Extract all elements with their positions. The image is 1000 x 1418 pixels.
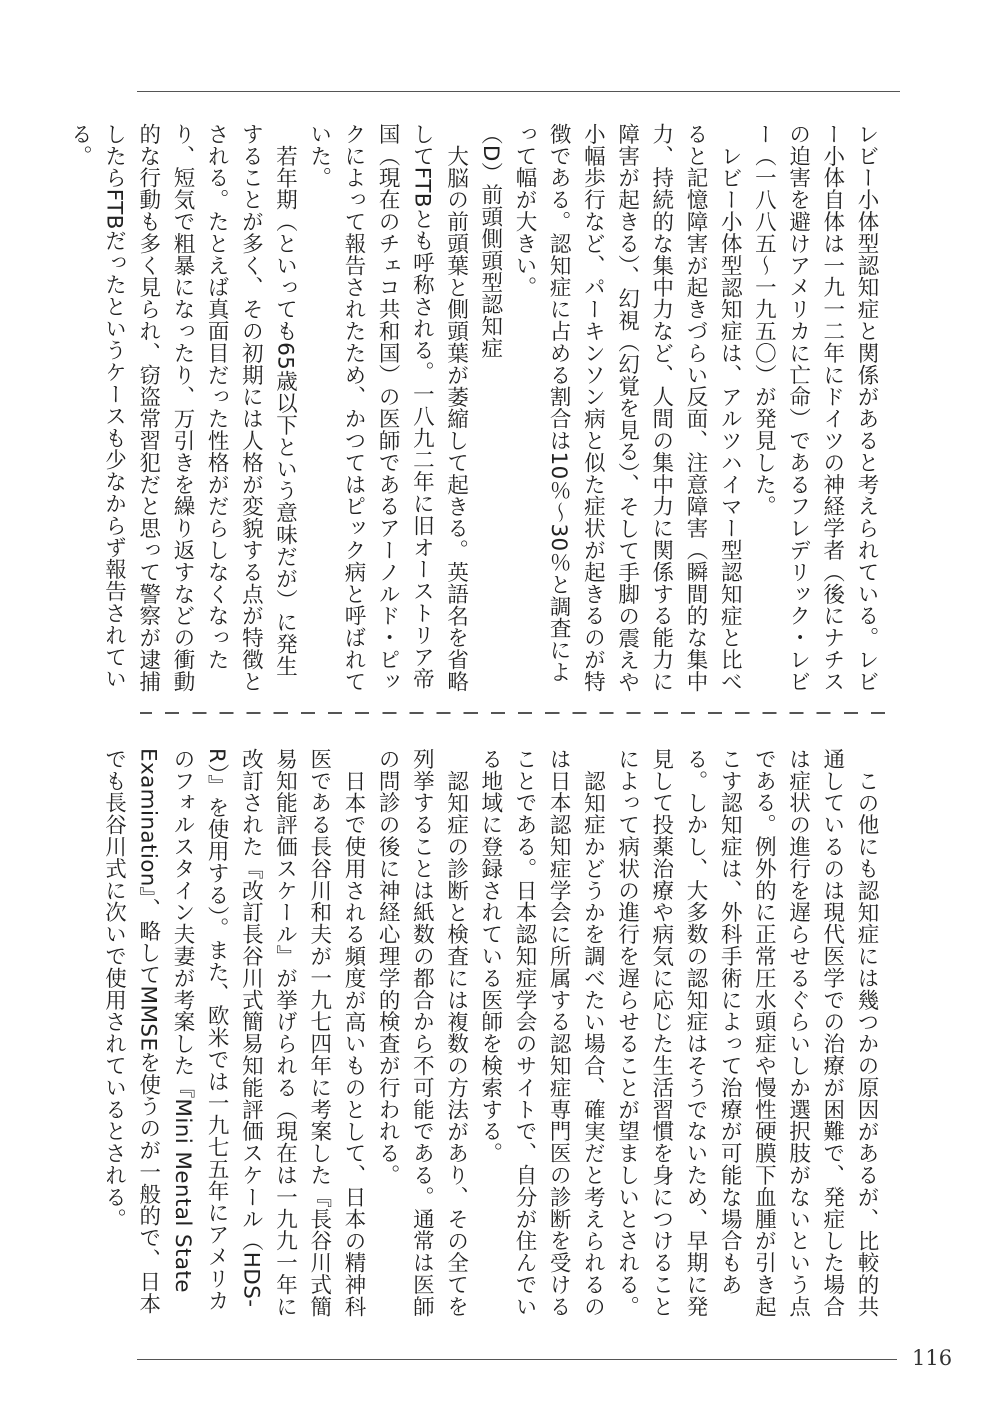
- paragraph: 大脳の前頭葉と側頭葉が萎縮して起きる。英語名を省略してFTBとも呼称される。一八九二年に旧オーストリア帝国（現在のチェコ共和国）の医師であるアーノルド・ピックによって報告されたため、かつてはピック病と呼ばれていた。: [306, 123, 469, 693]
- paragraph: レビー小体型認知症と関係があると考えられている。レビー小体自体は一九一二年にドイツの神経学者（後にナチスの迫害を避けアメリカに亡命）であるフレデリック・レビー（一八八五〜一九五〇）が発見した。: [751, 123, 879, 693]
- paragraph: 日本で使用される頻度が高いものとして、日本の精神科医である長谷川和夫が一九七四年に考案した『長谷川式簡易知能評価スケール』が挙げられる（現在は一九九一年に改訂された『改訂長谷川式簡易知能評価スケール（HDS-R）』を使用する）。また、欧米では一九七五年にアメリカのフォルスタイン夫妻が考案した『Mini Mental State Examination』、略してMMSEを使うのが一般的で、日本でも長谷川式に次いで使用されているとされる。: [101, 748, 366, 1318]
- upper-text-block: [67, 123, 883, 698]
- paragraph: この他にも認知症には幾つかの原因があるが、比較的共通しているのは現代医学での治療が困難で、発症した場合は症状の進行を遅らせるぐらいしか選択肢がないという点である。例外的に正常圧水頭症や慢性硬膜下血腫が引き起こす認知症は、外科手術によって治療が可能な場合もある。しかし、大多数の認知症はそうでないため、早期に発見して投薬治療や病気に応じた生活習慣を身につけることによって病状の進行を遅らせることが望ましいとされる。: [614, 748, 879, 1318]
- dashed-divider: [140, 712, 885, 714]
- top-rule: [137, 91, 900, 92]
- bottom-rule: [137, 1359, 897, 1360]
- paragraph: 認知症かどうかを調べたい場合、確実だと考えられるのは日本認知症学会に所属する認知症専門医の診断を受けることである。日本認知症学会のサイトで、自分が住んでいる地域に登録されている医師を検索する。: [477, 748, 606, 1318]
- lower-text-block: [101, 748, 883, 1328]
- paragraph: レビー小体型認知症は、アルツハイマー型認知症と比べると記憶障害が起きづらい反面、注意障害（瞬間的な集中力、持続的な集中力など、人間の集中力に関係する能力に障害が起きる）、幻視（幻覚を見る）、そして手脚の震えや小幅歩行など、パーキンソン病と似た症状が起きるのが特徴である。認知症に占める割合は10％〜30％と調査によって幅が大きい。: [511, 123, 743, 693]
- paragraph: 認知症の診断と検査には複数の方法があり、その全てを列挙することは紙数の都合から不可能である。通常は医師の問診の後に神経心理学的検査が行われる。: [375, 748, 469, 1318]
- page-number: 116: [912, 1346, 953, 1370]
- paragraph: 若年期（といっても65歳以下という意味だが）に発生することが多く、その初期には人格が変貌する点が特徴とされる。たとえば真面目だった性格がだらしなくなったり、短気で粗暴になったり、万引きを繰り返すなどの衝動的な行動も多く見られ、窃盗常習犯だと思って警察が逮捕したらFTBだったというケースも少なからず報告されている。: [67, 123, 298, 693]
- section-heading: （D）前頭側頭型認知症: [477, 123, 503, 359]
